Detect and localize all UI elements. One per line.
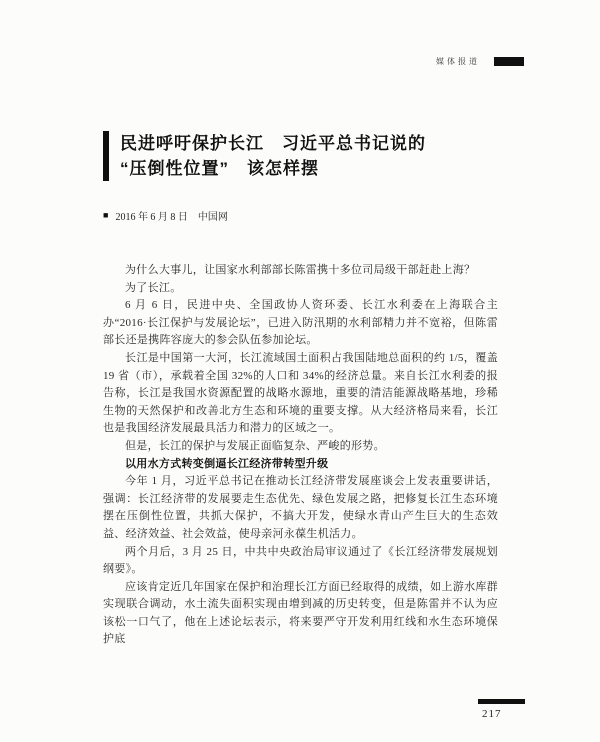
square-bullet-icon: ■ — [103, 210, 109, 220]
section-subheading: 以用水方式转变倒逼长江经济带转型升级 — [125, 457, 329, 470]
section-label: 媒体报道 — [436, 57, 480, 66]
paragraph: 长江是中国第一大河，长江流域国土面积占我国陆地总面积的约 1/5，覆盖 19 省（市），承载着全国 32%的人口和 34%的经济总量。来自长江水利委的报告称，长江是我国水资源配置的战略水源地，重要的清洁能源战略基地，珍稀生物的天然保护和改善北方生态和环境的重要支撑。从大经济格局来看，长江也是我国经济发展最具活力和潜力的区域之一。 — [103, 351, 498, 435]
article-title — [103, 131, 520, 181]
footer-rule-bar — [478, 699, 525, 704]
article-body — [103, 262, 498, 649]
paragraph: 今年 1 月，习近平总书记在推动长江经济带发展座谈会上发表重要讲话，强调：长江经济带的发展要走生态优先、绿色发展之路，把修复长江生态环境摆在压倒性位置，共抓大保护，不搞大开发，使绿水青山产生巨大的生态效益、经济效益、社会效益，使母亲河永葆生机活力。 — [103, 475, 498, 540]
header-rule-bar — [494, 57, 524, 66]
paragraph: 但是，长江的保护与发展正面临复杂、严峻的形势。 — [125, 439, 385, 452]
paragraph: 为什么大事儿，让国家水利部部长陈雷携十多位司局级干部赶赴上海？ — [125, 264, 476, 276]
article-title-line2: “压倒性位置” 该怎样摆 — [120, 159, 319, 178]
page-header — [436, 56, 524, 67]
page-number: 217 — [482, 708, 502, 720]
paragraph: 为了长江。 — [125, 281, 182, 294]
paragraph: 6 月 6 日，民进中央、全国政协人资环委、长江水利委在上海联合主办“2016·长江保护与发展论坛”，已进入防汛期的水利部精力并不宽裕，但陈雷部长还是携阵容庞大的参会队伍参加论坛。 — [103, 299, 498, 347]
paragraph: 两个月后，3 月 25 日，中共中央政治局审议通过了《长江经济带发展规划纲要》。 — [103, 545, 498, 576]
article-title-line1: 民进呼吁保护长江 习近平总书记说的 — [120, 134, 426, 153]
article-date-text: 2016 年 6 月 8 日 中国网 — [115, 212, 228, 223]
article-dateline — [103, 208, 228, 223]
paragraph: 应该肯定近几年国家在保护和治理长江方面已经取得的成绩，如上游水库群实现联合调动，水土流失面积实现由增到减的历史转变，但是陈雷并不认为应该松一口气了，他在上述论坛表示，将来要严守开发利用红线和水生态环境保护底 — [103, 580, 498, 646]
